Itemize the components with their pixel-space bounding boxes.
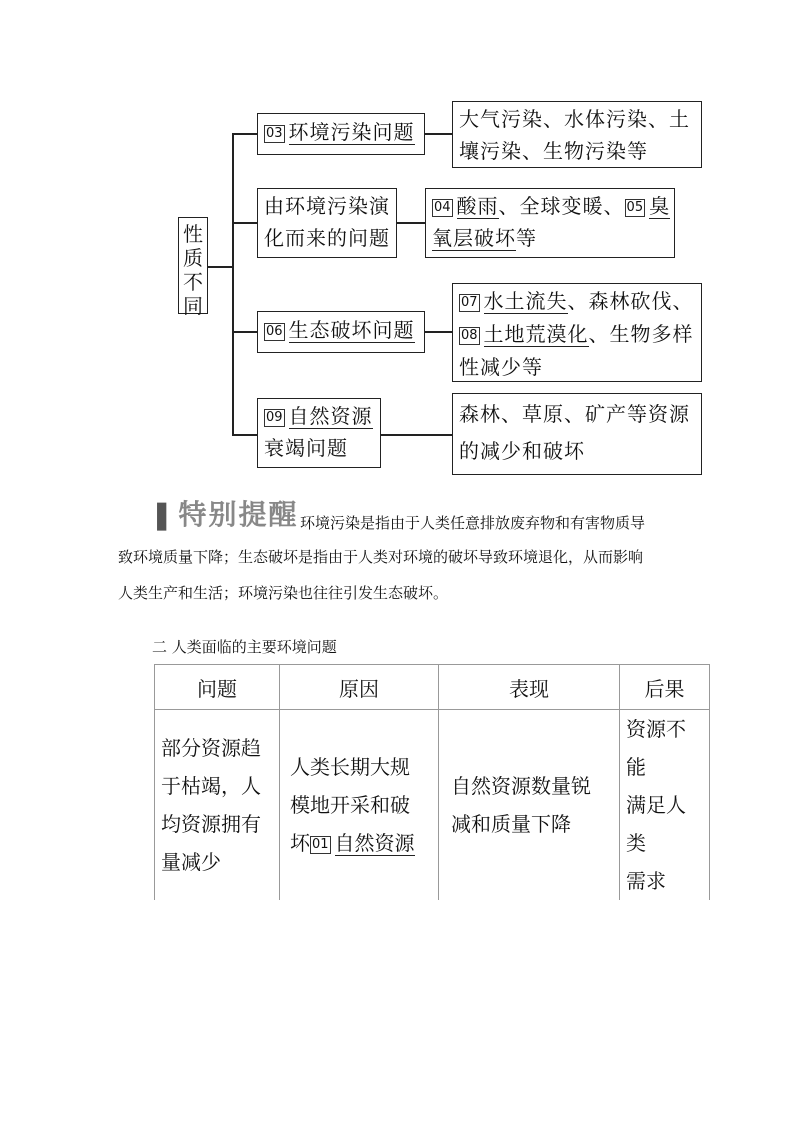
detail-connector-1 — [425, 133, 452, 135]
detail-3-box — [452, 283, 702, 382]
root-connector — [207, 266, 233, 268]
table-row — [155, 710, 710, 901]
header-problem: 问题 — [155, 665, 280, 710]
branch-3-box — [257, 311, 425, 353]
header-consequence: 后果 — [620, 665, 710, 710]
detail-2-line-2: 氧层破坏等 — [432, 226, 537, 250]
branch-2-line-1: 由环境污染演 — [264, 194, 390, 218]
branch-1-title: 03 环境污染问题 — [266, 120, 415, 144]
header-cause: 原因 — [280, 665, 439, 710]
detail-connector-2 — [397, 222, 425, 224]
number-badge: 09 — [266, 410, 283, 425]
branch-4-line-2: 衰竭问题 — [264, 436, 348, 460]
number-badge: 03 — [266, 126, 283, 141]
detail-3-line-3: 性减少等 — [459, 355, 543, 379]
detail-2-box — [425, 188, 675, 258]
detail-2-line-1: 04 酸雨、全球变暖、 05 臭 — [434, 194, 671, 218]
reminder-line-1: 环境污染是指由于人类任意排放废弃物和有害物质导 — [300, 514, 646, 532]
detail-3-line-1: 07 水土流失、森林砍伐、 — [461, 289, 694, 313]
exclamation-icon: ❚ — [150, 498, 176, 531]
trunk-line — [232, 133, 234, 434]
branch-connector-1 — [232, 133, 258, 135]
number-badge: 07 — [461, 295, 478, 310]
branch-3-title: 06 生态破坏问题 — [266, 318, 415, 342]
detail-4-line-1: 森林、草原、矿产等资源 — [459, 402, 690, 426]
branch-2-box — [257, 188, 397, 258]
header-manifestation: 表现 — [439, 665, 620, 710]
number-badge: 06 — [266, 324, 283, 339]
reminder-line-3: 人类生产和生活；环境污染也往往引发生态破坏。 — [118, 584, 449, 602]
detail-1-box — [452, 101, 702, 168]
detail-1-line-1: 大气污染、水体污染、土 — [459, 107, 690, 131]
reminder-line-2: 致环境质量下降；生态破坏是指由于人类对环境的破坏导致环境退化，从而影响 — [118, 548, 644, 566]
detail-connector-4 — [381, 434, 453, 436]
number-badge: 08 — [461, 328, 478, 343]
detail-3-line-2: 08 土地荒漠化、生物多样 — [461, 322, 694, 346]
table-header-row — [155, 665, 710, 710]
root-label: 性质不同 — [183, 222, 203, 318]
branch-4-line-1: 09 自然资源 — [266, 404, 373, 428]
number-badge: 05 — [626, 200, 644, 215]
branch-4-box — [257, 398, 381, 468]
environment-table — [154, 664, 710, 900]
detail-4-box — [452, 393, 702, 475]
number-badge: 04 — [434, 200, 451, 215]
branch-1-box — [257, 113, 425, 155]
cell-consequence: 资源不能 满足人类 需求 — [620, 710, 710, 901]
branch-connector-3 — [232, 331, 258, 333]
root-box — [178, 217, 208, 318]
cell-manifestation: 自然资源数量锐 减和质量下降 — [439, 710, 620, 901]
branch-2-line-2: 化而来的问题 — [264, 226, 390, 250]
detail-1-line-2: 壤污染、生物污染等 — [459, 139, 648, 163]
section-heading: 二 人类面临的主要环境问题 — [152, 638, 337, 656]
number-badge: 01 — [312, 837, 329, 852]
branch-connector-2 — [232, 222, 258, 224]
reminder-title: ❚ 特别提醒 — [150, 498, 299, 531]
cell-cause: 人类长期大规 模地开采和破 坏 01 自然资源 — [280, 710, 439, 901]
detail-4-line-2: 的减少和破坏 — [459, 439, 585, 463]
detail-connector-3 — [425, 331, 452, 333]
branch-connector-4 — [232, 434, 258, 436]
cell-problem: 部分资源趋 于枯竭，人 均资源拥有 量减少 — [155, 710, 280, 901]
